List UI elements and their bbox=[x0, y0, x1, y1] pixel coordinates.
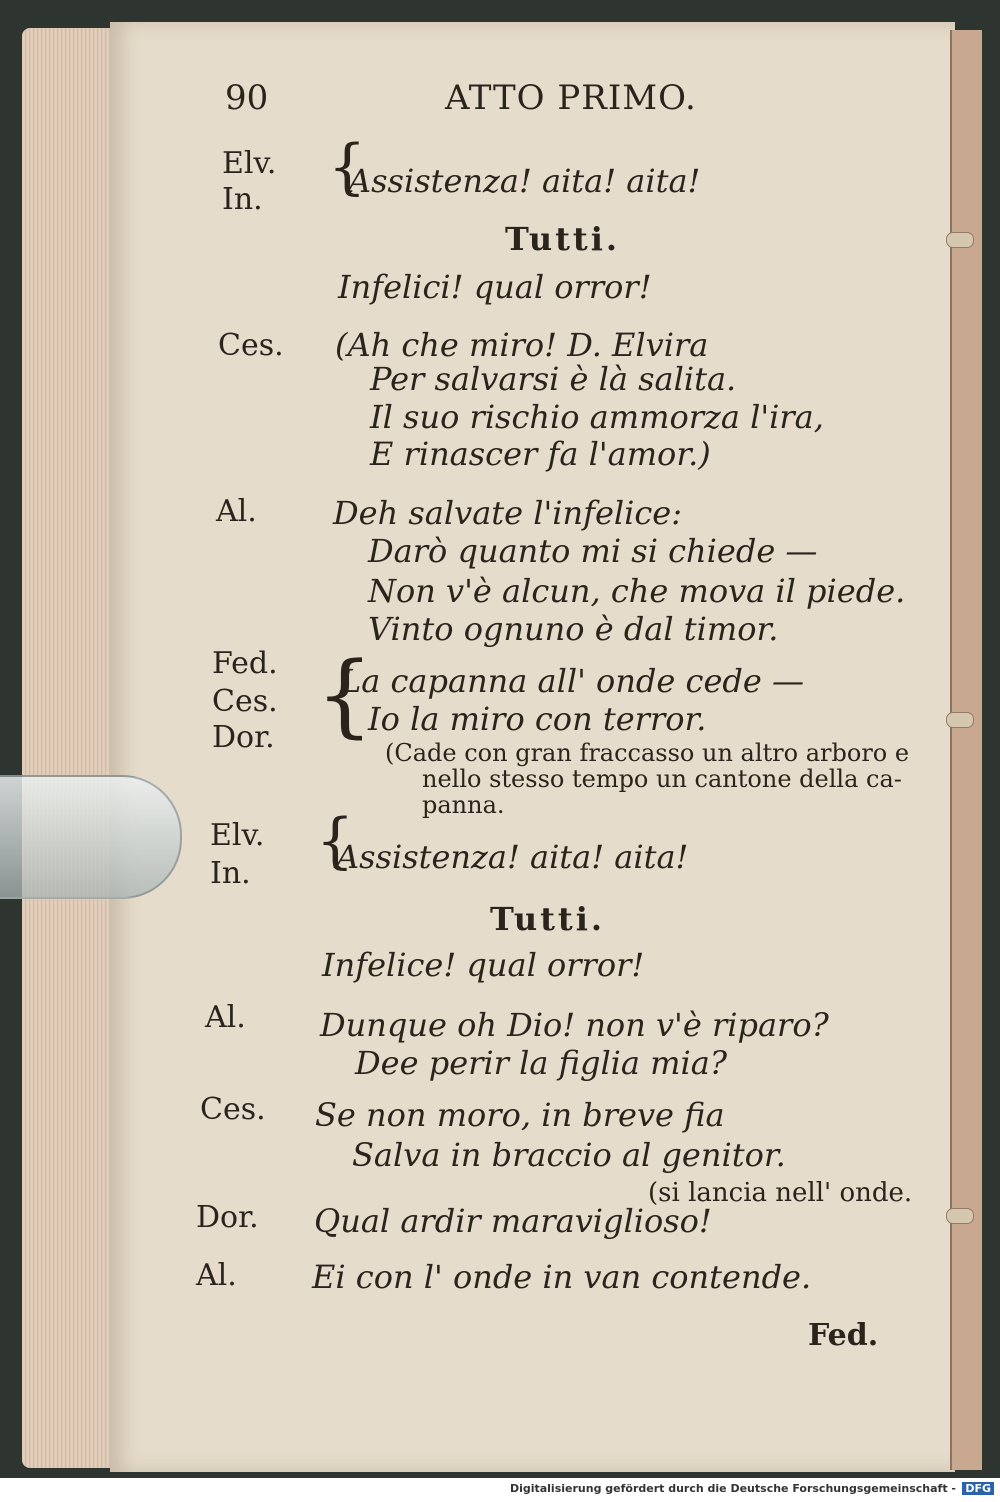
speaker-name: Fed. bbox=[212, 646, 278, 681]
speaker-name: Al. bbox=[196, 1258, 237, 1293]
verse-line: E rinascer fa l'amor.) bbox=[370, 435, 711, 473]
verse-line: Infelici! qual orror! bbox=[338, 268, 652, 306]
stage-direction: (si lancia nell' onde. bbox=[648, 1178, 913, 1208]
speaker-name: Ces. bbox=[212, 684, 278, 719]
verse-line: Il suo rischio ammorza l'ira, bbox=[370, 398, 824, 436]
speaker-name: Ces. bbox=[200, 1092, 266, 1127]
verse-line: Deh salvate l'infelice: bbox=[333, 494, 682, 532]
verse-line: Darò quanto mi si chiede — bbox=[368, 532, 818, 570]
page-header bbox=[0, 78, 1000, 128]
speaker-name: Ces. bbox=[218, 328, 284, 363]
stage-direction: (Cade con gran fraccasso un altro arboro e bbox=[385, 739, 910, 767]
speaker-name: Elv. bbox=[222, 146, 277, 181]
speaker-name: Elv. bbox=[210, 818, 265, 853]
running-title: ATTO PRIMO. bbox=[445, 78, 697, 118]
brace: { bbox=[316, 643, 374, 748]
verse-line: Salva in braccio al genitor. bbox=[352, 1136, 786, 1174]
verse-line: Per salvarsi è là salita. bbox=[370, 360, 737, 398]
speaker-name: Dor. bbox=[212, 720, 275, 755]
verse-line: Assistenza! aita! aita! bbox=[336, 838, 689, 876]
verse-line: La capanna all' onde cede — bbox=[340, 662, 804, 700]
catchword: Fed. bbox=[808, 1318, 879, 1353]
verse-line: Assistenza! aita! aita! bbox=[348, 162, 701, 200]
speaker-name: Dor. bbox=[196, 1200, 259, 1235]
page-clip bbox=[0, 775, 182, 899]
verse-line: Dee perir la figlia mia? bbox=[355, 1044, 727, 1082]
stage-direction: nello stesso tempo un cantone della ca- bbox=[422, 765, 902, 793]
verse-line: Dunque oh Dio! non v'è riparo? bbox=[320, 1006, 829, 1044]
binding-thread bbox=[946, 232, 974, 248]
page-number: 90 bbox=[225, 78, 269, 118]
brace: { bbox=[328, 132, 367, 202]
tutti-heading: Tutti. bbox=[490, 900, 605, 938]
brace: { bbox=[316, 806, 355, 876]
verse-line: Non v'è alcun, che mova il piede. bbox=[368, 572, 906, 610]
verse-line: Ei con l' onde in van contende. bbox=[312, 1258, 812, 1296]
binding-thread bbox=[946, 1208, 974, 1224]
verse-line: Io la miro con terror. bbox=[368, 700, 707, 738]
dfg-logo: DFG bbox=[962, 1482, 994, 1495]
verse-line: (Ah che miro! D. Elvira bbox=[335, 326, 709, 364]
verse-line: Vinto ognuno è dal timor. bbox=[368, 610, 779, 648]
speaker-name: Al. bbox=[216, 494, 257, 529]
verse-line: Qual ardir maraviglioso! bbox=[314, 1202, 712, 1240]
speaker-name: In. bbox=[210, 856, 251, 891]
footer-credit: Digitalisierung gefördert durch die Deutsche Forschungsgemeinschaft - bbox=[509, 1482, 956, 1495]
footer-bar bbox=[0, 1478, 1000, 1502]
verse-line: Se non moro, in breve fia bbox=[315, 1096, 725, 1134]
speaker-name: In. bbox=[222, 182, 263, 217]
speaker-name: Al. bbox=[205, 1000, 246, 1035]
stage-direction: panna. bbox=[422, 791, 505, 819]
binding-thread bbox=[946, 712, 974, 728]
tutti-heading: Tutti. bbox=[505, 220, 620, 258]
verse-line: Infelice! qual orror! bbox=[322, 946, 645, 984]
